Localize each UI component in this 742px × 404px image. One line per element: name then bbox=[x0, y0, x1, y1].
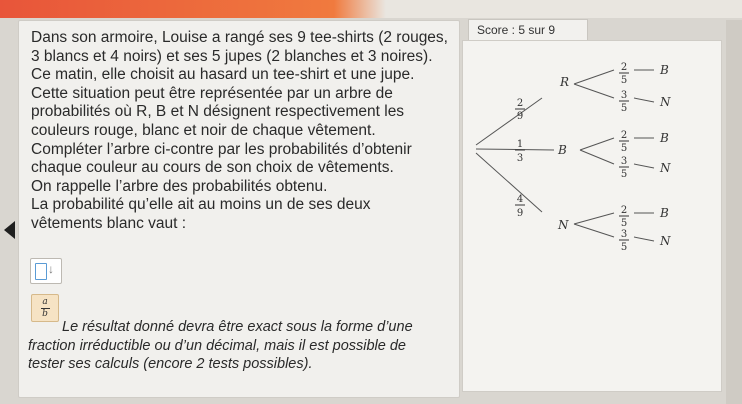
svg-text:9: 9 bbox=[516, 111, 524, 122]
note-line-3: tester ses calculs (encore 2 tests possibles). bbox=[28, 356, 313, 372]
svg-text:5: 5 bbox=[620, 169, 628, 180]
prob-B bbox=[515, 139, 525, 164]
svg-text:N: N bbox=[660, 161, 671, 175]
fraction-button-numerator: a bbox=[42, 296, 48, 307]
svg-text:5: 5 bbox=[620, 218, 628, 229]
instructions-note bbox=[28, 318, 448, 374]
svg-text:5: 5 bbox=[620, 242, 628, 253]
svg-text:2: 2 bbox=[516, 98, 524, 109]
node-B: B bbox=[558, 143, 567, 157]
svg-text:N: N bbox=[660, 95, 671, 109]
svg-text:B: B bbox=[660, 131, 669, 145]
svg-text:N: N bbox=[660, 234, 671, 248]
prob-N bbox=[515, 194, 525, 219]
svg-text:4: 4 bbox=[516, 194, 524, 205]
svg-text:2: 2 bbox=[620, 205, 628, 216]
score-label: Score : 5 sur 9 bbox=[468, 19, 588, 40]
svg-text:5: 5 bbox=[620, 103, 628, 114]
svg-text:5: 5 bbox=[620, 75, 628, 86]
svg-text:5: 5 bbox=[620, 143, 628, 154]
svg-text:B: B bbox=[660, 206, 669, 220]
svg-text:3: 3 bbox=[516, 153, 524, 164]
top-banner bbox=[0, 0, 742, 18]
probability-tree bbox=[462, 40, 720, 390]
answer-field-cursor[interactable] bbox=[35, 263, 47, 280]
arrow-down-icon[interactable]: ↓ bbox=[48, 262, 54, 276]
prob-R bbox=[515, 98, 525, 122]
note-line-2: fraction irréductible ou d’un décimal, mais il est possible de bbox=[28, 337, 406, 354]
svg-text:2: 2 bbox=[620, 130, 628, 141]
scrollbar[interactable] bbox=[726, 20, 742, 404]
question-text: Dans son armoire, Louise a rangé ses 9 tee-shirts (2 rouges, 3 blancs et 4 noirs) et ses 5 jupes (2 blanches et 3 noires). Ce matin, elle choisit au hasard un tee-shirt et une jupe. Cette situation peut être représentée par un arbre de probabilités où R, B et N désignent respectivement les couleurs rouge, blanc et noir de chaque vêtement. Compléter l’arbre ci-contre par les probabilités d’obtenir chaque couleur au cours de son choix de vêtements. On rappelle l’arbre des probabilités obtenu. La probabilité qu’elle ait au moins un de ses deux vêtements blanc vaut : bbox=[31, 29, 448, 232]
svg-text:2: 2 bbox=[620, 62, 628, 73]
fraction-button-denominator: b bbox=[42, 308, 48, 319]
node-R: R bbox=[560, 75, 570, 89]
N-branch bbox=[619, 205, 671, 253]
svg-text:1: 1 bbox=[516, 139, 524, 150]
svg-text:3: 3 bbox=[620, 90, 628, 101]
answer-input[interactable] bbox=[30, 258, 62, 284]
node-N: N bbox=[558, 218, 569, 232]
svg-text:9: 9 bbox=[516, 208, 524, 219]
svg-text:3: 3 bbox=[620, 156, 628, 167]
svg-text:3: 3 bbox=[620, 229, 628, 240]
svg-text:B: B bbox=[660, 63, 669, 77]
note-line-1: Le résultat donné devra être exact sous la forme d’une bbox=[62, 319, 413, 335]
current-question-arrow-icon bbox=[4, 221, 15, 239]
